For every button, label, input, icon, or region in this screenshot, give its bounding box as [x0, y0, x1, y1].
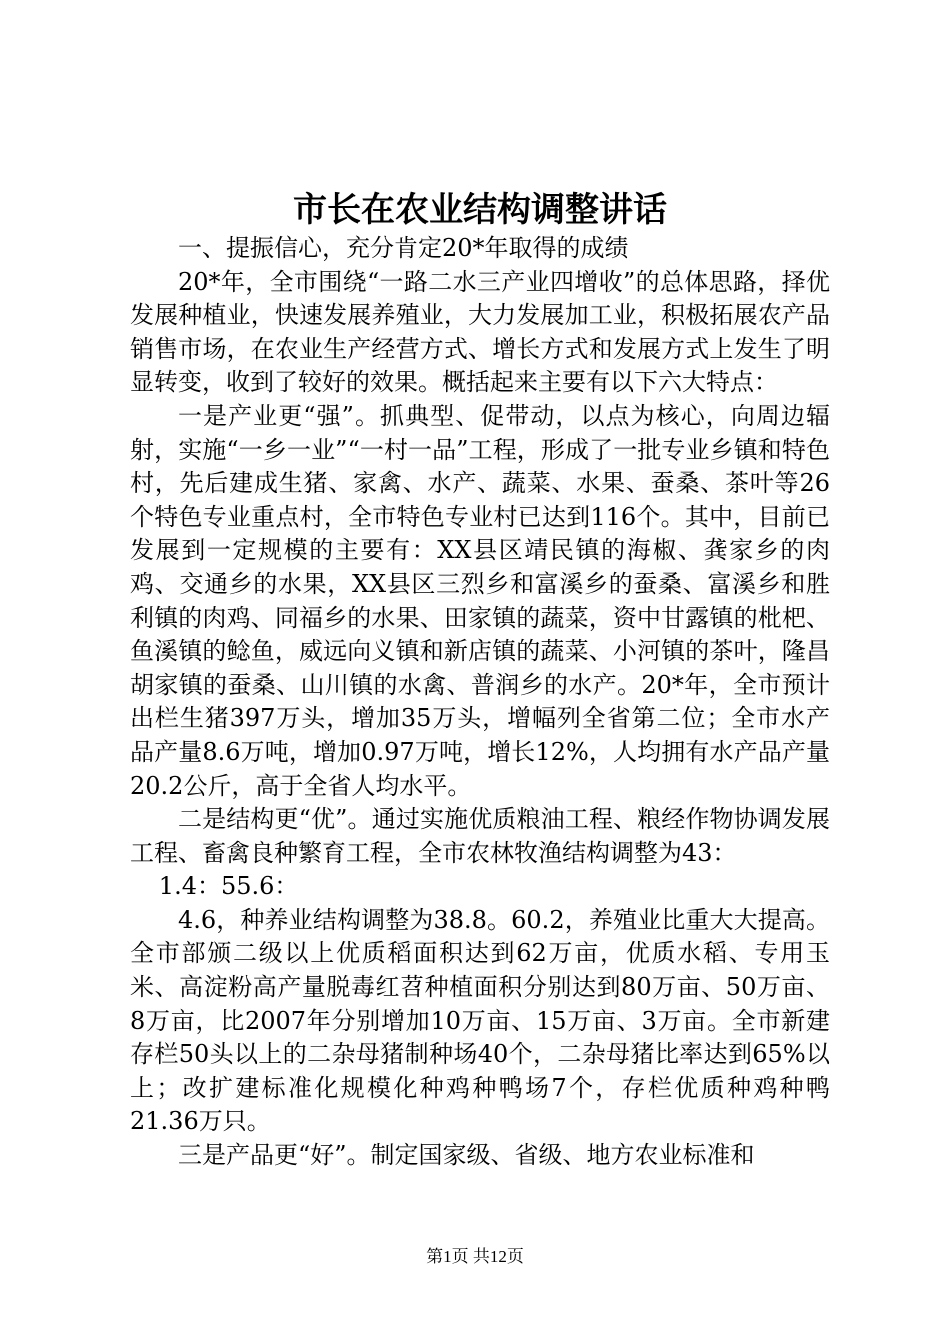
paragraph-structure: 二是结构更“优”。通过实施优质粮油工程、粮经作物协调发展工程、畜禽良种繁育工程，全市农林牧渔结构调整为43：: [130, 805, 830, 867]
paragraph-structure-continued: 4.6，种养业结构调整为38.8。60.2，养殖业比重大大提高。全市部颁二级以上优质稻面积达到62万亩，优质水稻、专用玉米、高淀粉高产量脱毒红苕种植面积分别达到80万亩、50万亩、8万亩，比2007年分别增加10万亩、15万亩、3万亩。全市新建存栏50头以上的二杂母猪制种场40个，二杂母猪比率达到65%以上；改扩建标准化规模化种鸡种鸭场7个，存栏优质种鸡种鸭21.36万只。: [130, 905, 830, 1136]
document-title: 市长在农业结构调整讲话: [293, 190, 667, 230]
paragraph-overview: 20*年，全市围绕“一路二水三产业四增收”的总体思路，择优发展种植业，快速发展养殖业，大力发展加工业，积极拓展农产品销售市场，在农业生产经营方式、增长方式和发展方式上发生了明显转变，收到了较好的效果。概括起来主要有以下六大特点：: [130, 267, 830, 397]
document-body: [130, 232, 830, 1173]
paragraph-ratio: 1.4：55.6：: [158, 872, 299, 901]
paragraph-industry: 一是产业更“强”。抓典型、促带动，以点为核心，向周边辐射，实施“一乡一业”“一村一品”工程，形成了一批专业乡镇和特色村，先后建成生猪、家禽、水产、蔬菜、水果、蚕桑、茶叶等26个特色专业重点村，全市特色专业村已达到116个。其中，目前已发展到一定规模的主要有：XX县区靖民镇的海椒、龚家乡的肉鸡、交通乡的水果，XX县区三烈乡和富溪乡的蚕桑、富溪乡和胜利镇的肉鸡、同福乡的水果、田家镇的蔬菜，资中甘露镇的枇杷、鱼溪镇的鲶鱼，威远向义镇和新店镇的蔬菜、小河镇的茶叶，隆昌胡家镇的蚕桑、山川镇的水禽、普润乡的水产。20*年，全市预计出栏生猪397万头，增加35万头，增幅列全省第二位；全市水产品产量8.6万吨，增加0.97万吨，增长12%，人均拥有水产品产量20.2公斤，高于全省人均水平。: [130, 401, 830, 800]
section-heading: 一、提振信心，充分肯定20*年取得的成绩: [178, 234, 629, 262]
page-footer: 第1页 共12页: [426, 1247, 524, 1266]
paragraph-products: 三是产品更“好”。制定国家级、省级、地方农业标准和: [178, 1141, 755, 1170]
